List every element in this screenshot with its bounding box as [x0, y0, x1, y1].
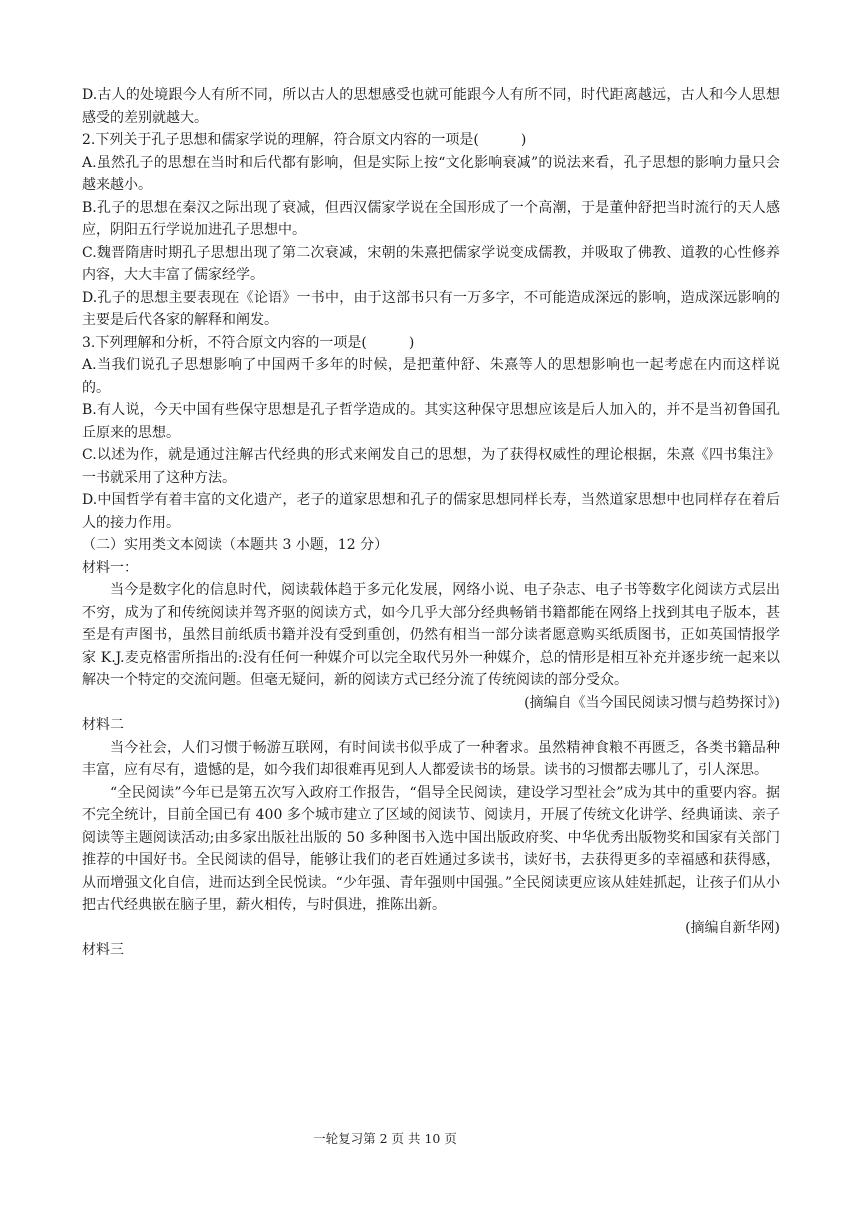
q3-option-d: D.中国哲学有着丰富的文化遗产，老子的道家思想和孔子的儒家思想同样长寿，当然道家思想中也同样存在着后人的接力作用。 [82, 492, 780, 531]
material1-paragraph: 当今是数字化的信息时代，阅读载体趋于多元化发展，网络小说、电子杂志、电子书等数字化阅读方式层出不穷，成为了和传统阅读并驾齐驱的阅读方式，如今几乎大部分经典畅销书籍都能在网络上找到其电子版本，甚至是有声图书，虽然目前纸质书籍并没有受到重创，仍然有相当一部分读者愿意购买纸质图书，正如英国情报学家 K.J.麦克格雷所指出的:没有任何一种媒介可以完全取代另外一种媒介，总的情形是相互补充并逐步统一起来以解决一个特定的交流问题。但毫无疑问，新的阅读方式已经分流了传统阅读的部分受众。 [82, 582, 780, 688]
material1-source: (摘编自《当今国民阅读习惯与趋势探讨》) [524, 694, 780, 711]
q2-option-b: B.孔子的思想在秦汉之际出现了衰减，但西汉儒家学说在全国形成了一个高潮，于是董仲舒把当时流行的天人感应，阴阳五行学说加进孔子思想中。 [82, 199, 780, 238]
page-number-text: 一轮复习第 2 页 共 10 页 [313, 1131, 457, 1146]
material2-label: 材料二 [82, 717, 124, 733]
q3-option-a: A.当我们说孔子思想影响了中国两千多年的时候，是把董仲舒、朱熹等人的思想影响也一起考虑在内而这样说的。 [82, 357, 780, 396]
q2-option-a: A.虽然孔子的思想在当时和后代都有影响，但是实际上按“文化影响衰减”的说法来看，孔子思想的影响力量只会越来越小。 [82, 154, 780, 193]
material3-label: 材料三 [82, 942, 124, 958]
material2-paragraph-1: 当今社会，人们习惯于畅游互联网，有时间读书似乎成了一种奢求。虽然精神食粮不再匮乏，各类书籍品种丰富，应有尽有，遗憾的是，如今我们却很难再见到人人都爱读书的场景。读书的习惯都去哪儿了，引人深思。 [82, 739, 780, 778]
q2-option-d: D.孔子的思想主要表现在《论语》一书中，由于这部书只有一万多字，不可能造成深远的影响，造成深远影响的主要是后代各家的解释和阐发。 [82, 289, 780, 328]
q3-stem: 3.下列理解和分析，不符合原文内容的一项是( ) [82, 334, 415, 351]
material2-paragraph-2: “全民阅读”今年已是第五次写入政府工作报告，“倡导全民阅读，建设学习型社会”成为其中的重要内容。据不完全统计，目前全国已有 400 多个城市建立了区域的阅读节、阅读月，开展了传统文化讲学、经典诵读、亲子阅读等主题阅读活动;由多家出版社出版的 50 多种图书入选中国出版政府奖、中华优秀出版物奖和国家有关部门推荐的中国好书。全民阅读的倡导，能够让我们的老百姓通过多读书，读好书，去获得更多的幸福感和获得感，从而增强文化自信，进而达到全民悦读。“少年强、青年强则中国强。”全民阅读更应该从娃娃抓起，让孩子们从小把古代经典嵌在脑子里，薪火相传，与时俱进，推陈出新。 [82, 784, 780, 913]
material1-label: 材料一： [82, 559, 138, 576]
q2-option-c: C.魏晋隋唐时期孔子思想出现了第二次衰减，宋朝的朱熹把儒家学说变成儒教，并吸取了佛教、道教的心性修养内容，大大丰富了儒家经学。 [82, 244, 780, 283]
exam-page-body [82, 84, 780, 962]
q3-option-b: B.有人说，今天中国有些保守思想是孔子哲学造成的。其实这种保守思想应该是后人加入的，并不是当初鲁国孔丘原来的思想。 [82, 402, 780, 441]
material2-source: (摘编自新华网) [685, 919, 780, 936]
section-heading-practical-reading: （二）实用类文本阅读（本题共 3 小题，12 分） [82, 537, 389, 553]
page-footer [0, 1129, 860, 1147]
q2-stem: 2.下列关于孔子思想和儒家学说的理解，符合原文内容的一项是( ) [82, 132, 527, 148]
q3-option-c: C.以述为作，就是通过注解古代经典的形式来阐发自己的思想，为了获得权威性的理论根据，朱熹《四书集注》一书就采用了这种方法。 [82, 447, 780, 486]
q1-option-d: D.古人的处境跟今人有所不同，所以古人的思想感受也就可能跟今人有所不同，时代距离越远，古人和今人思想感受的差别就越大。 [82, 87, 780, 126]
